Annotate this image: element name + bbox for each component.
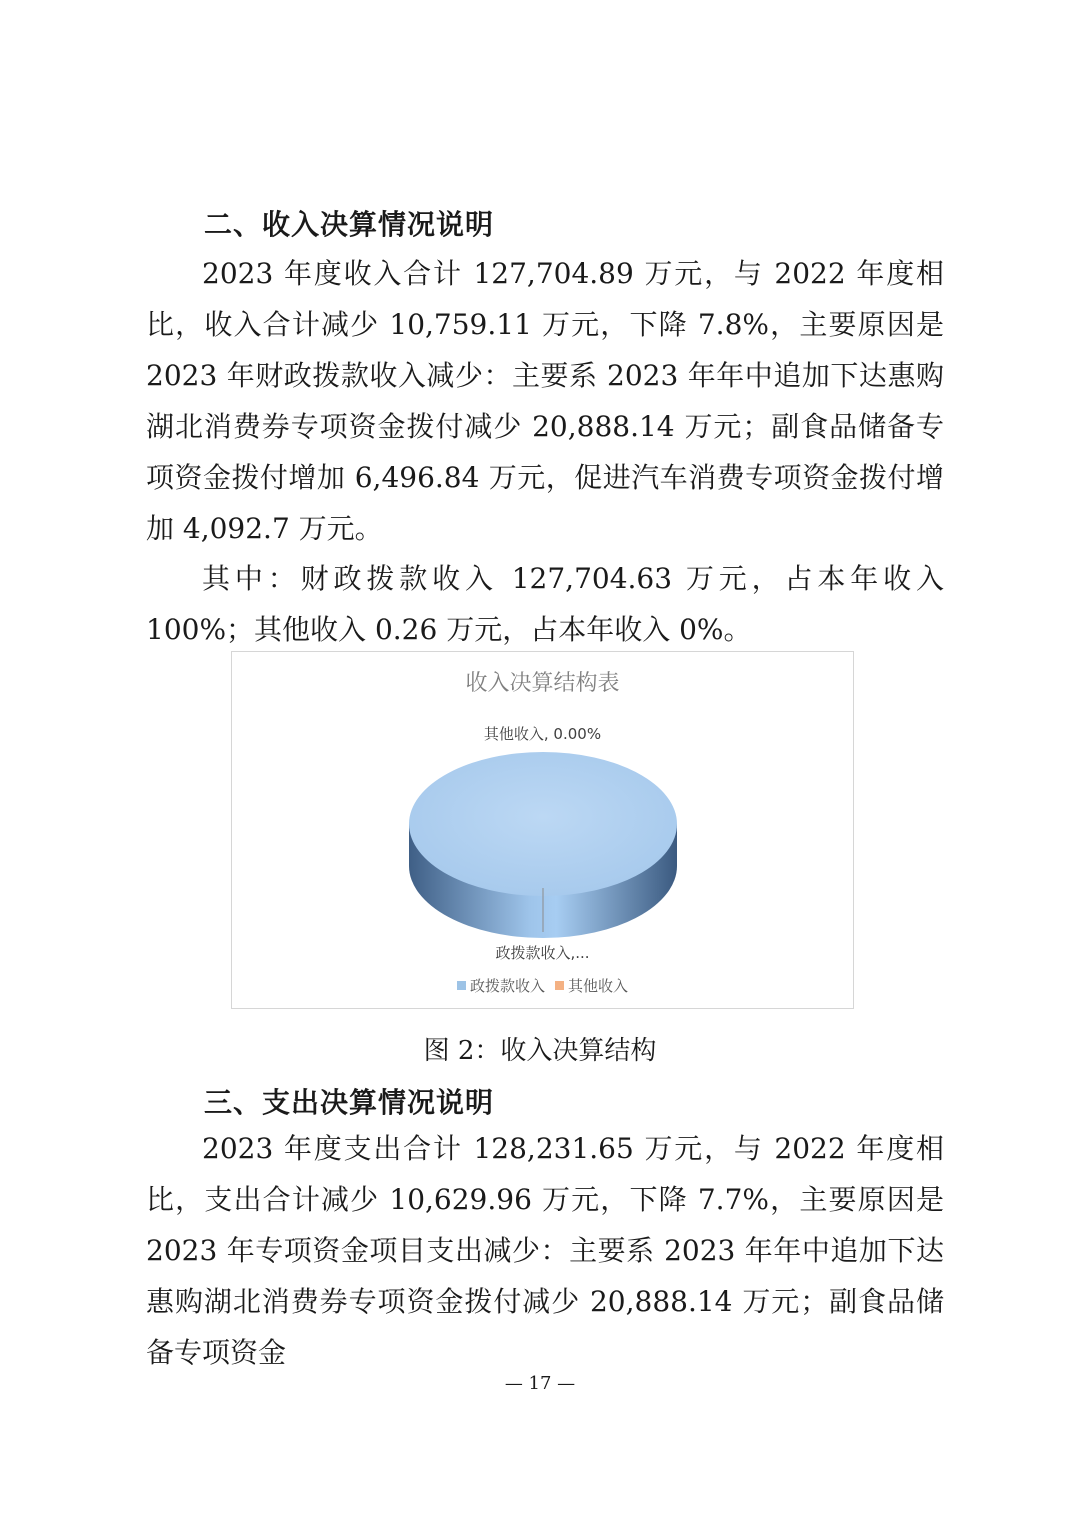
income-paragraph-2: 其中：财政拨款收入 127,704.63 万元，占本年收入 100%；其他收入 0.26 万元，占本年收入 0%。: [146, 562, 944, 646]
section-heading-income: 二、收入决算情况说明: [204, 208, 495, 241]
legend-item-other: [555, 975, 628, 996]
data-label-other-income: 其他收入, 0.00%: [483, 725, 602, 743]
legend-item-fiscal: [457, 975, 545, 996]
legend-label-other: 其他收入: [568, 977, 629, 995]
income-paragraph-1: 2023 年度收入合计 127,704.89 万元，与 2022 年度相比，收入合计减少 10,759.11 万元，下降 7.8%，主要原因是 2023 年财政拨款收入减少：主要系 2023 年年中追加下达惠购湖北消费券专项资金拨付减少 20,888.14 万元；副食品储备专项资金拨付增加 6,496.84 万元，促进汽车消费专项资金拨付增加 4,092.7 万元。: [146, 257, 944, 545]
chart-title: 收入决算结构表: [465, 671, 620, 696]
data-label-fiscal-income: 政拨款收入,...: [495, 944, 590, 962]
pie-slice-fiscal-income: [409, 752, 677, 896]
page-number: — 17 —: [504, 1373, 576, 1394]
income-structure-chart: [231, 651, 854, 1009]
chart-legend: [232, 975, 853, 996]
expenditure-paragraph-1: 2023 年度支出合计 128,231.65 万元，与 2022 年度相比，支出合计减少 10,629.96 万元，下降 7.7%，主要原因是 2023 年专项资金项目支出减少：主要系 2023 年年中追加下达惠购湖北消费券专项资金拨付减少 20,888.14 万元；副食品储备专项资金: [146, 1132, 944, 1369]
section-heading-expenditure: 三、支出决算情况说明: [204, 1086, 495, 1119]
legend-swatch-fiscal: [457, 981, 466, 990]
legend-label-fiscal: 政拨款收入: [469, 977, 545, 995]
figure-caption: 图 2：收入决算结构: [423, 1036, 657, 1066]
legend-swatch-other: [555, 981, 564, 990]
